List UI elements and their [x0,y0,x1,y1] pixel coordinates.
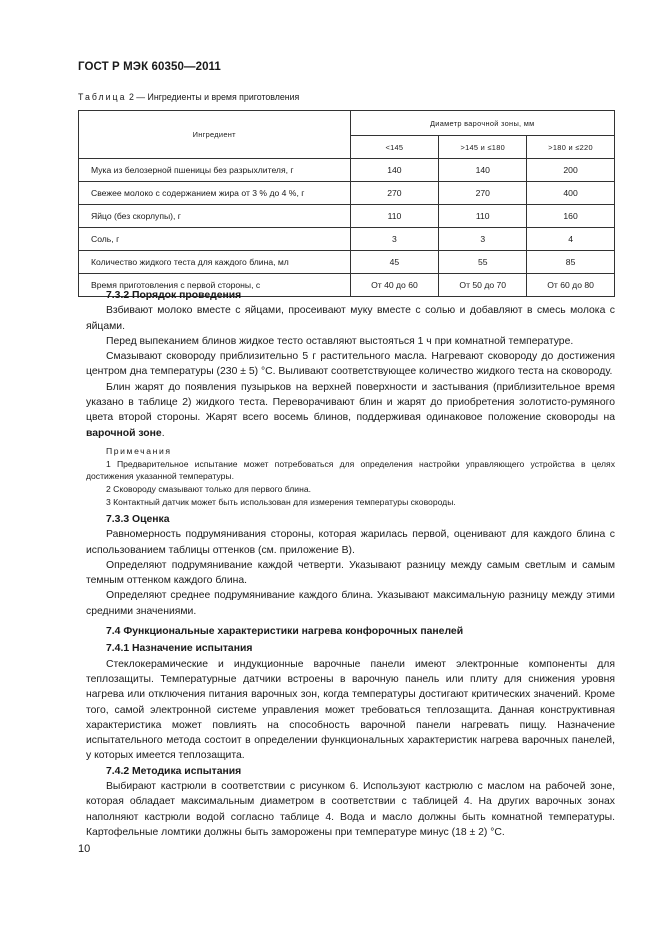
note: 2 Сковороду смазывают только для первого блина. [106,483,312,494]
row-value: 270 [439,182,527,205]
standard-header: ГОСТ Р МЭК 60350—2011 [78,61,221,73]
table-header-row [79,111,615,136]
paragraph: Определяют подрумянивание каждой четверти. Указывают разницу между самым светлым и самым темным оттенком каждого блина. [86,559,615,587]
paragraph: Определяют среднее подрумянивание каждого блина. Указывают максимальную разницу между этими средними значениями. [86,590,615,617]
row-value: От 50 до 70 [439,274,527,297]
row-value: 110 [439,205,527,228]
row-name: Время приготовления с первой стороны, с [79,274,351,297]
table-row [79,251,615,274]
table-row [79,228,615,251]
row-name: Яйцо (без скорлупы), г [79,205,351,228]
paragraph: Выбирают кастрюли в соответствии с рисунком 6. Используют кастрюлю с маслом на рабочей зоне, которая обладает максимальным диаметром в соответствии с таблицей 4. На других варочных зонах наполняют кастрюли водой согласно таблице 4. Вода и масло должны быть комнатной температуры. Картофельные ломтики должны быть заморожены при температуре минус (18 ± 2) °С. [86,781,615,838]
section-heading: 7.4 Функциональные характеристики нагрева конфорочных панелей [106,626,464,638]
row-value: От 40 до 60 [350,274,439,297]
table-row [79,182,615,205]
note: 1 Предварительное испытание может потребоваться для определения настройки управляющего устройства в целях достижения указанной температуры. [86,458,615,481]
paragraph: Равномерность подрумянивания стороны, которая жарилась первой, оценивают для каждого блина с использованием таблицы оттенков (см. приложение В). [86,529,615,556]
col-header-diameter: Диаметр варочной зоны, мм [350,111,615,136]
section-heading: 7.3.2 Порядок проведения [106,290,242,301]
row-value: 3 [350,228,439,251]
col-header-sub: <145 [350,136,439,159]
table-row [79,205,615,228]
note: 3 Контактный датчик может быть использован для измерения температуры сковороды. [106,496,456,507]
row-value: 3 [439,228,527,251]
paragraph: Перед выпеканием блинов жидкое тесто оставляют выстояться 1 ч при комнатной температуре. [106,335,574,347]
document-body [86,288,615,840]
table-caption-text: 2 — Ингредиенты и время приготовления [126,92,300,102]
table-caption-label: Таблица [78,92,127,102]
table-row [79,159,615,182]
paragraph-text: Блин жарят до появления пузырьков на верхней поверхности и застывания (приблизительное время указано в таблице 2) жидкого теста. Переворачивают блин и жарят до приобретения золотисто-румяного цвета второй стороны. Жарят всего восемь блинов, поддерживая одинаковое положение сковороды на [86,381,615,424]
section-heading: 7.3.3 Оценка [106,513,170,525]
row-value: 140 [350,159,439,182]
row-value: 400 [527,182,615,205]
row-value: 85 [527,251,615,274]
row-value: 55 [439,251,527,274]
row-value: 4 [527,228,615,251]
emphasis-text: варочной зоне [86,427,162,439]
section-heading: 7.4.2 Методика испытания [106,765,242,777]
row-value: От 60 до 80 [527,274,615,297]
row-value: 45 [350,251,439,274]
paragraph: Взбивают молоко вместе с яйцами, просеивают муку вместе с солью и добавляют в смесь молока с яйцами. [86,305,615,332]
row-value: 110 [350,205,439,228]
col-header-ingredient: Ингредиент [79,111,351,159]
row-value: 200 [527,159,615,182]
ingredients-table [78,110,615,297]
col-header-sub: >180 и ≤220 [527,136,615,159]
row-value: 160 [527,205,615,228]
row-value: 140 [439,159,527,182]
row-value: 270 [350,182,439,205]
row-name: Свежее молоко с содержанием жира от 3 % до 4 %, г [79,182,351,205]
paragraph: Смазывают сковороду приблизительно 5 г растительного масла. Нагревают сковороду до достижения центром дна температуры (230 ± 5) °С. Выливают соответствующее количество жидкого теста на сковороду. [86,351,615,378]
page-number: 10 [78,843,91,855]
col-header-sub: >145 и ≤180 [439,136,527,159]
paragraph [86,380,615,441]
notes-heading: Примечания [106,445,172,456]
table-caption [78,92,299,102]
row-name: Соль, г [79,228,351,251]
row-name: Мука из белозерной пшеницы без разрыхлителя, г [79,159,351,182]
section-heading: 7.4.1 Назначение испытания [106,643,253,655]
row-name: Количество жидкого теста для каждого блина, мл [79,251,351,274]
paragraph: Стеклокерамические и индукционные варочные панели имеют электронные компоненты для теплозащиты. Температурные датчики встроены в варочную панель или плиту для снижения уровня нагрева или отключения питания варочных зон, когда температуры достигают критических значений. Кроме того, самой электронной системе управления может требоваться теплозащита. Данная конструктивная характеристика может повлиять на способность варочной панели нагревать пищу. Назначение испытательного метода состоит в определении функциональных характеристик нагрева варочных панелей, у которых имеется теплозащита. [86,658,615,762]
paragraph-text: . [161,427,165,439]
